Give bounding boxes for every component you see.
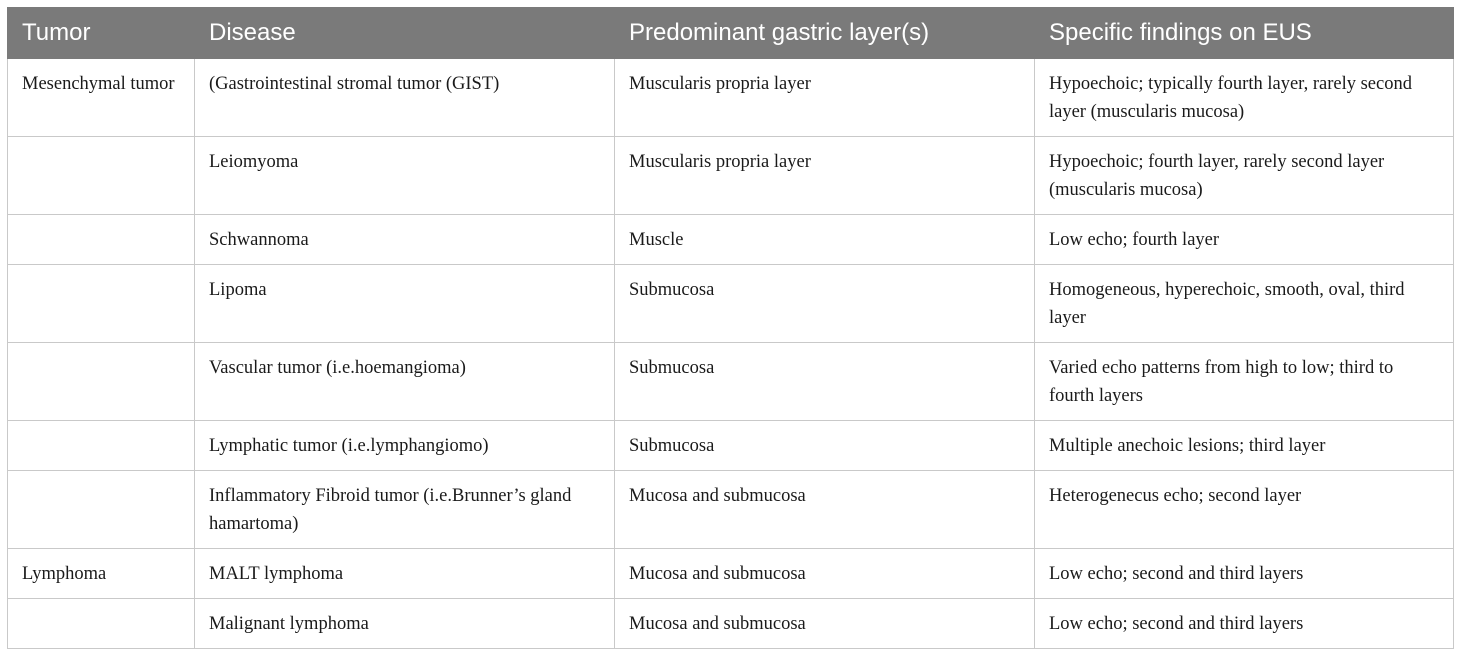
header-gastric-layer: Predominant gastric layer(s) [615, 8, 1035, 59]
table-body [8, 59, 1454, 649]
eus-findings-table-container [7, 7, 1453, 649]
cell-layer: Muscularis propria layer [615, 137, 1035, 215]
cell-tumor [8, 599, 195, 649]
cell-layer: Muscularis propria layer [615, 59, 1035, 137]
cell-disease: Vascular tumor (i.e.hoemangioma) [195, 343, 615, 421]
cell-disease: Inflammatory Fibroid tumor (i.e.Brunner’s gland hamartoma) [195, 471, 615, 549]
cell-findings: Multiple anechoic lesions; third layer [1035, 421, 1454, 471]
cell-disease: Malignant lymphoma [195, 599, 615, 649]
cell-disease: Lipoma [195, 265, 615, 343]
table-row [8, 137, 1454, 215]
cell-tumor [8, 421, 195, 471]
table-header [8, 8, 1454, 59]
cell-tumor [8, 137, 195, 215]
cell-layer: Submucosa [615, 421, 1035, 471]
cell-layer: Submucosa [615, 265, 1035, 343]
cell-tumor: Lymphoma [8, 549, 195, 599]
table-row [8, 471, 1454, 549]
cell-tumor [8, 265, 195, 343]
cell-layer: Mucosa and submucosa [615, 471, 1035, 549]
cell-findings: Hypoechoic; typically fourth layer, rarely second layer (muscularis mucosa) [1035, 59, 1454, 137]
cell-layer: Mucosa and submucosa [615, 549, 1035, 599]
cell-tumor [8, 343, 195, 421]
header-disease: Disease [195, 8, 615, 59]
table-row [8, 599, 1454, 649]
header-eus-findings: Specific findings on EUS [1035, 8, 1454, 59]
table-row [8, 343, 1454, 421]
table-row [8, 215, 1454, 265]
header-row [8, 8, 1454, 59]
header-tumor: Tumor [8, 8, 195, 59]
cell-findings: Low echo; second and third layers [1035, 599, 1454, 649]
cell-disease: Leiomyoma [195, 137, 615, 215]
cell-layer: Mucosa and submucosa [615, 599, 1035, 649]
table-row [8, 549, 1454, 599]
cell-disease: MALT lymphoma [195, 549, 615, 599]
cell-tumor [8, 471, 195, 549]
cell-layer: Submucosa [615, 343, 1035, 421]
eus-findings-table [7, 7, 1454, 649]
cell-disease: (Gastrointestinal stromal tumor (GIST) [195, 59, 615, 137]
cell-findings: Varied echo patterns from high to low; third to fourth layers [1035, 343, 1454, 421]
table-row [8, 421, 1454, 471]
cell-findings: Heterogenecus echo; second layer [1035, 471, 1454, 549]
cell-tumor: Mesenchymal tumor [8, 59, 195, 137]
cell-findings: Homogeneous, hyperechoic, smooth, oval, third layer [1035, 265, 1454, 343]
cell-findings: Hypoechoic; fourth layer, rarely second layer (muscularis mucosa) [1035, 137, 1454, 215]
cell-findings: Low echo; second and third layers [1035, 549, 1454, 599]
cell-disease: Lymphatic tumor (i.e.lymphangiomo) [195, 421, 615, 471]
cell-disease: Schwannoma [195, 215, 615, 265]
table-row [8, 59, 1454, 137]
cell-layer: Muscle [615, 215, 1035, 265]
table-row [8, 265, 1454, 343]
cell-tumor [8, 215, 195, 265]
cell-findings: Low echo; fourth layer [1035, 215, 1454, 265]
